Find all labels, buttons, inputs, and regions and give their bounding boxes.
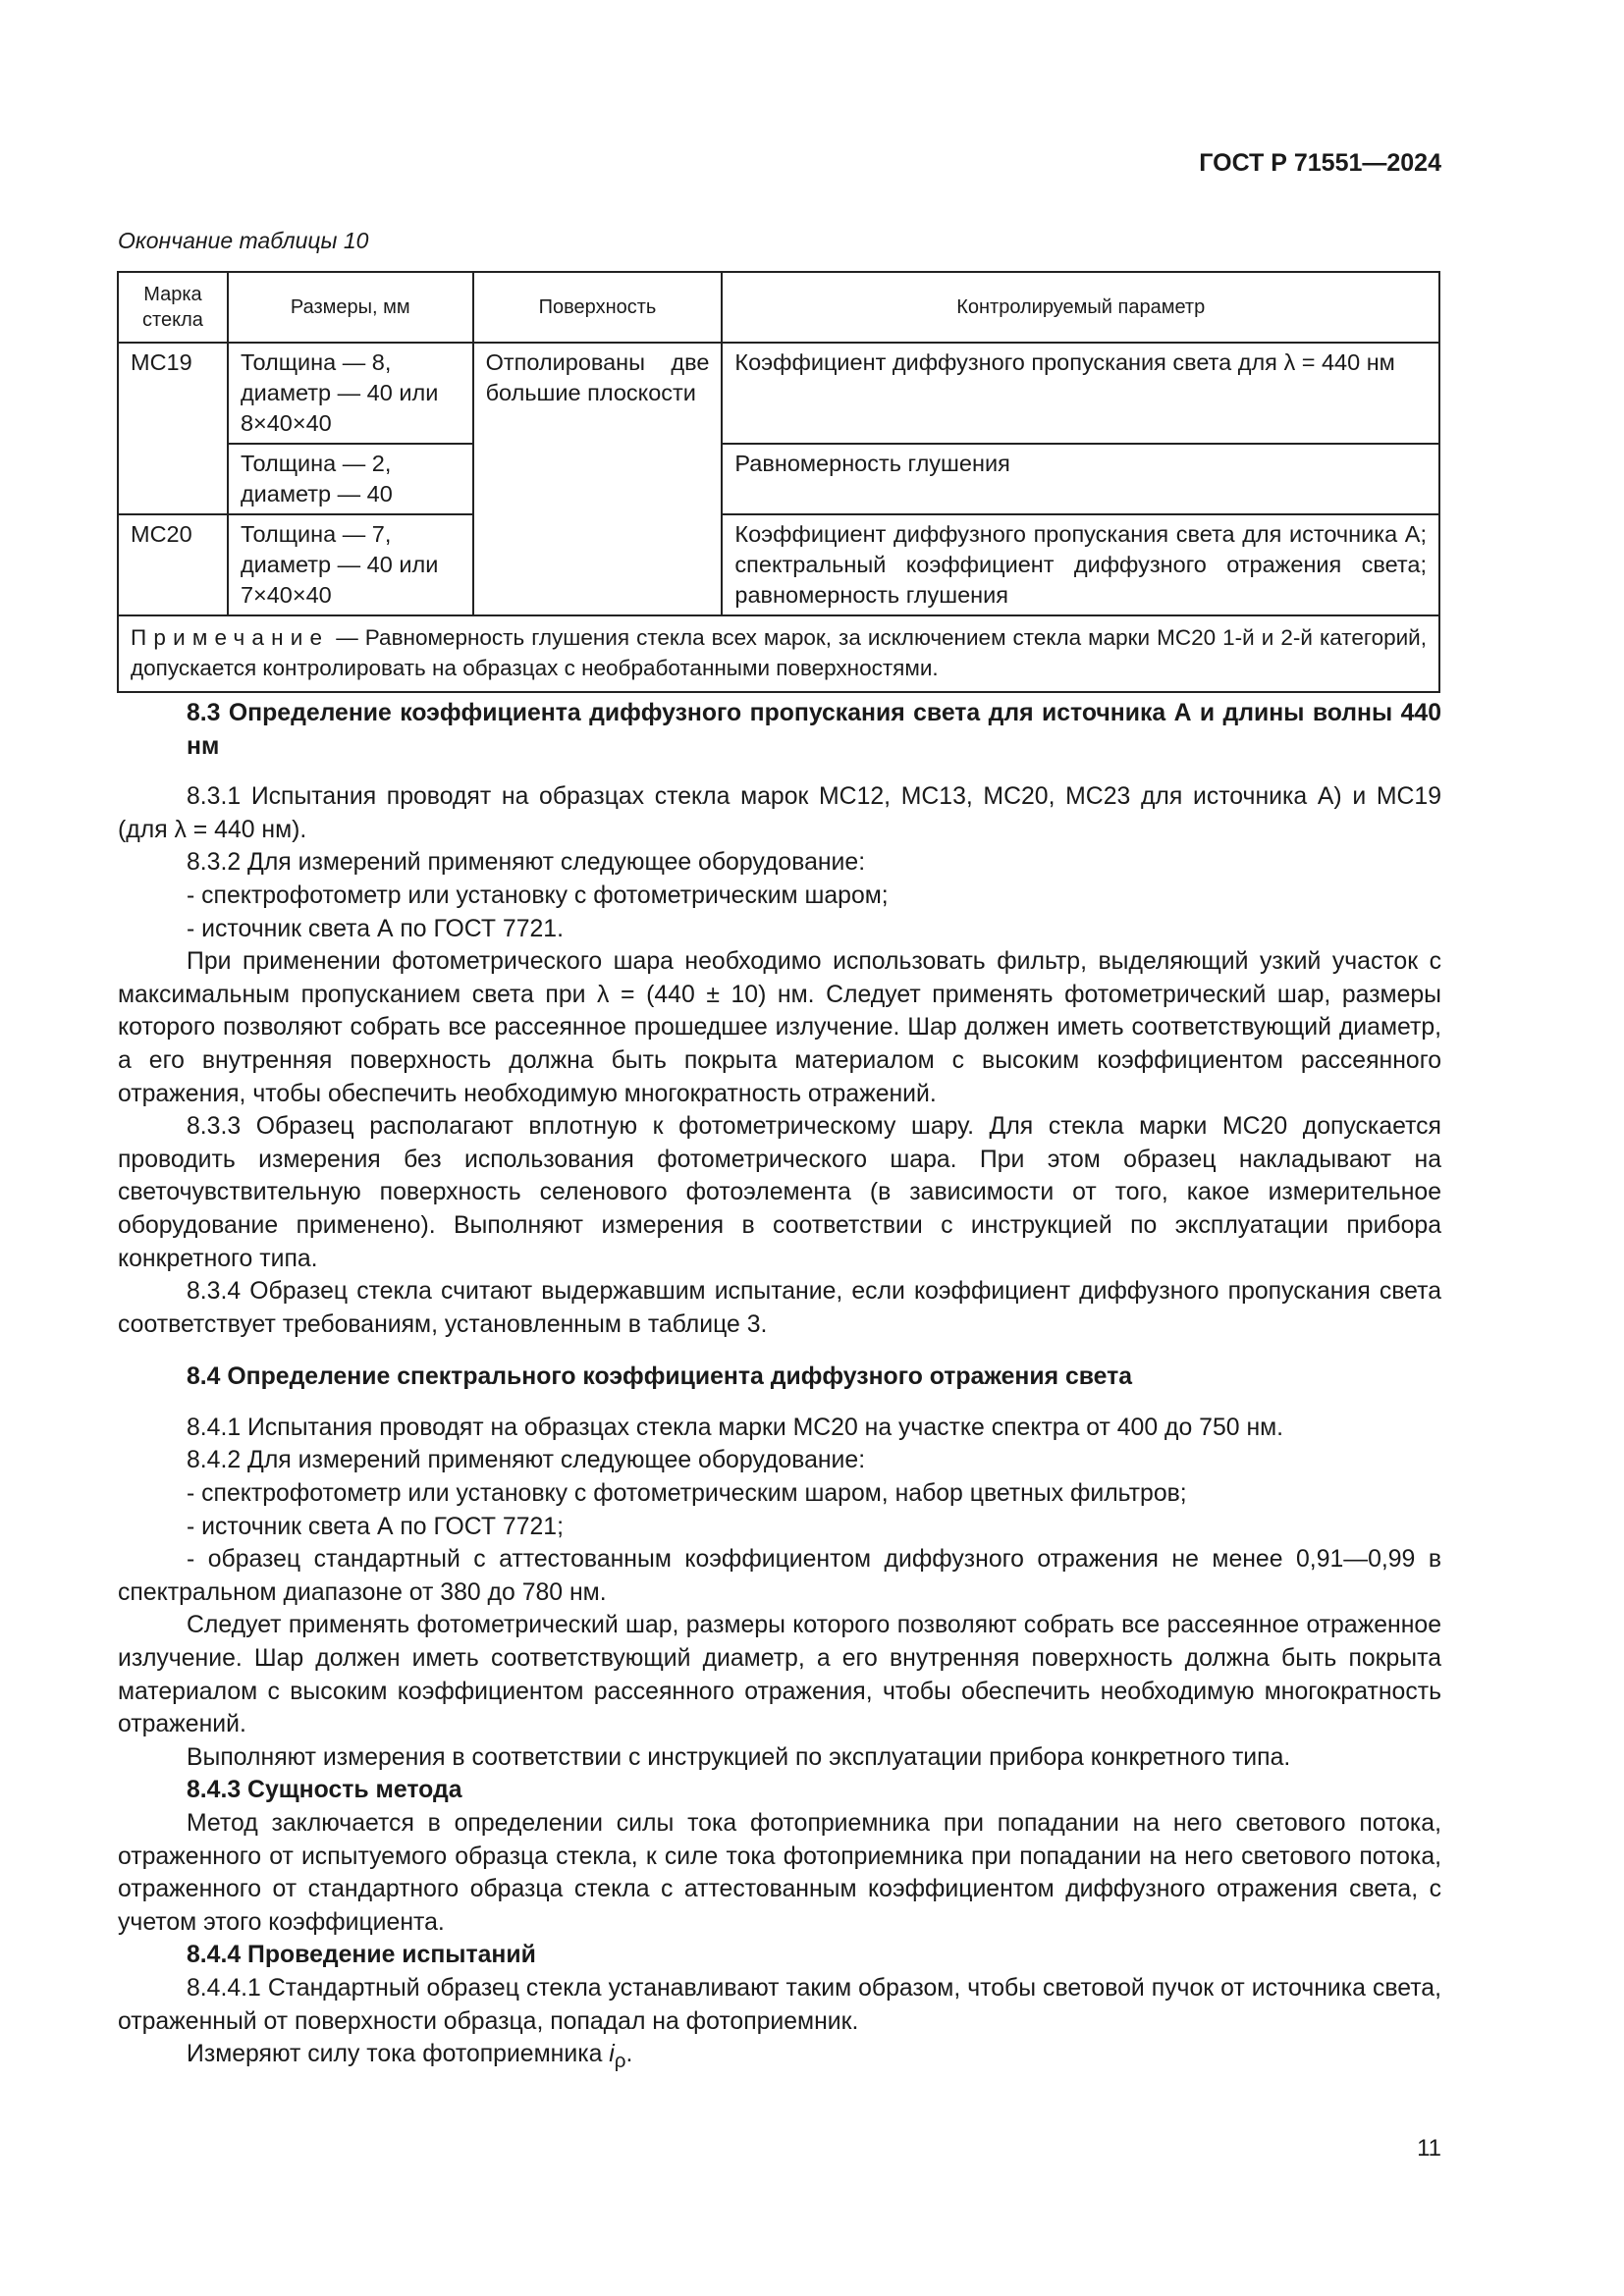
paragraph: 8.4.1 Испытания проводят на образцах стекла марки МС20 на участке спектра от 400 до 750 нм. xyxy=(187,1414,1284,1441)
section-heading: 8.4 Определение спектрального коэффициента диффузного отражения света xyxy=(187,1363,1133,1391)
list-item: - источник света А по ГОСТ 7721. xyxy=(187,915,564,942)
table-header-row xyxy=(118,272,1439,343)
subsection-heading: 8.4.3 Сущность метода xyxy=(187,1777,462,1804)
size-cell: Толщина — 8, диаметр — 40 или 8×40×40 xyxy=(228,343,473,444)
column-header: Марка стекла xyxy=(118,272,228,343)
last-line-text: Измеряют силу тока фотоприемника xyxy=(187,2041,610,2068)
document-body xyxy=(118,697,1441,2078)
paragraph: При применении фотометрического шара необходимо использовать фильтр, выделяющий узкий участок с максимальным пропусканием света при λ = (440 ± 10) нм. Следует применять фотометрический шар, размеры которого позволяют собрать все рассеянное прошедшее излучение. Шар должен иметь соответствующий диаметр, а его внутренняя поверхность должна быть покрыта материалом с высоким коэффициентом рассеянного отражения, чтобы обеспечить необходимую многократность отражений. xyxy=(118,948,1441,1107)
paragraph: Выполняют измерения в соответствии с инструкцией по эксплуатации прибора конкретного типа. xyxy=(187,1743,1291,1771)
table-row xyxy=(118,514,1439,615)
param-cell: Равномерность глушения xyxy=(722,444,1439,514)
column-header: Размеры, мм xyxy=(228,272,473,343)
standard-code: ГОСТ Р 71551—2024 xyxy=(1199,149,1441,177)
paragraph: 8.4.4.1 Стандартный образец стекла устанавливают таким образом, чтобы световой пучок от источника света, отраженный от поверхности образца, попадал на фотоприемник. xyxy=(118,1974,1441,2035)
param-cell: Коэффициент диффузного пропускания света для λ = 440 нм xyxy=(722,343,1439,444)
note-label: Примечание xyxy=(131,625,330,650)
note-text: — Равномерность глушения стекла всех марок, за исключением стекла марки МС20 1-й и 2-й категорий, допускается контролировать на образцах с необработанными поверхностями. xyxy=(131,625,1427,680)
list-item: - спектрофотометр или установку с фотометрическим шаром; xyxy=(187,881,889,909)
size-cell: Толщина — 7, диаметр — 40 или 7×40×40 xyxy=(228,514,473,615)
last-line-end: . xyxy=(625,2041,633,2068)
paragraph: 8.3.4 Образец стекла считают выдержавшим испытание, если коэффициент диффузного пропускания света соответствует требованиям, установленным в таблице 3. xyxy=(118,1278,1441,1338)
grade-cell: МС20 xyxy=(118,514,228,615)
list-item: - образец стандартный с аттестованным коэффициентом диффузного отражения не менее 0,91—0,99 в спектральном диапазоне от 380 до 780 нм. xyxy=(118,1546,1441,1606)
grade-cell: МС19 xyxy=(118,343,228,514)
paragraph: 8.3.1 Испытания проводят на образцах стекла марок МС12, МС13, МС20, МС23 для источника А) и МС19 (для λ = 440 нм). xyxy=(118,783,1441,843)
paragraph: Метод заключается в определении силы тока фотоприемника при попадании на него светового потока, отраженного от испытуемого образца стекла, к силе тока фотоприемника при попадании на него светового потока, отраженного от стандартного образца стекла с аттестованным коэффициентом диффузного отражения света, с учетом этого коэффициента. xyxy=(118,1810,1441,1936)
current-symbol: i xyxy=(609,2041,615,2068)
table-note xyxy=(118,615,1439,692)
table-note-row xyxy=(118,615,1439,692)
paragraph: Следует применять фотометрический шар, размеры которого позволяют собрать все рассеянное отраженное излучение. Шар должен иметь соответствующий диаметр, а его внутренняя поверхность должна быть покрыта материалом с высоким коэффициентом рассеянного отражения, чтобы обеспечить необходимую многократность отражений. xyxy=(118,1612,1441,1738)
column-header: Контролируемый параметр xyxy=(722,272,1439,343)
section-heading: 8.3 Определение коэффициента диффузного пропускания света для источника А и длины волны 440 нм xyxy=(187,700,1441,760)
param-cell: Коэффициент диффузного пропускания света для источника А; спектральный коэффициент диффузного отражения света; равномерность глушения xyxy=(722,514,1439,615)
paragraph: 8.4.2 Для измерений применяют следующее оборудование: xyxy=(187,1447,866,1474)
list-item: - спектрофотометр или установку с фотометрическим шаром, набор цветных фильтров; xyxy=(187,1480,1187,1508)
paragraph-last xyxy=(118,2038,1441,2078)
page-number: 11 xyxy=(1417,2135,1441,2162)
list-item: - источник света А по ГОСТ 7721; xyxy=(187,1513,564,1540)
table-row xyxy=(118,444,1439,514)
size-cell: Толщина — 2, диаметр — 40 xyxy=(228,444,473,514)
subsection-heading: 8.4.4 Проведение испытаний xyxy=(187,1942,536,1969)
paragraph: 8.3.3 Образец располагают вплотную к фотометрическому шару. Для стекла марки МС20 допускается проводить измерения без использования фотометрического шара. При этом образец накладывают на светочувствительную поверхность селенового фотоэлемента (в зависимости от того, какое измерительное оборудование применено). Выполняют измерения в соответствии с инструкцией по эксплуатации прибора конкретного типа. xyxy=(118,1113,1441,1272)
table-caption: Окончание таблицы 10 xyxy=(118,228,369,253)
spec-table xyxy=(117,271,1440,693)
table-row xyxy=(118,343,1439,444)
surface-cell: Отполированы две большие плоскости xyxy=(473,343,723,615)
paragraph: 8.3.2 Для измерений применяют следующее оборудование: xyxy=(187,849,866,877)
column-header: Поверхность xyxy=(473,272,723,343)
current-subscript: ρ xyxy=(614,2050,626,2073)
